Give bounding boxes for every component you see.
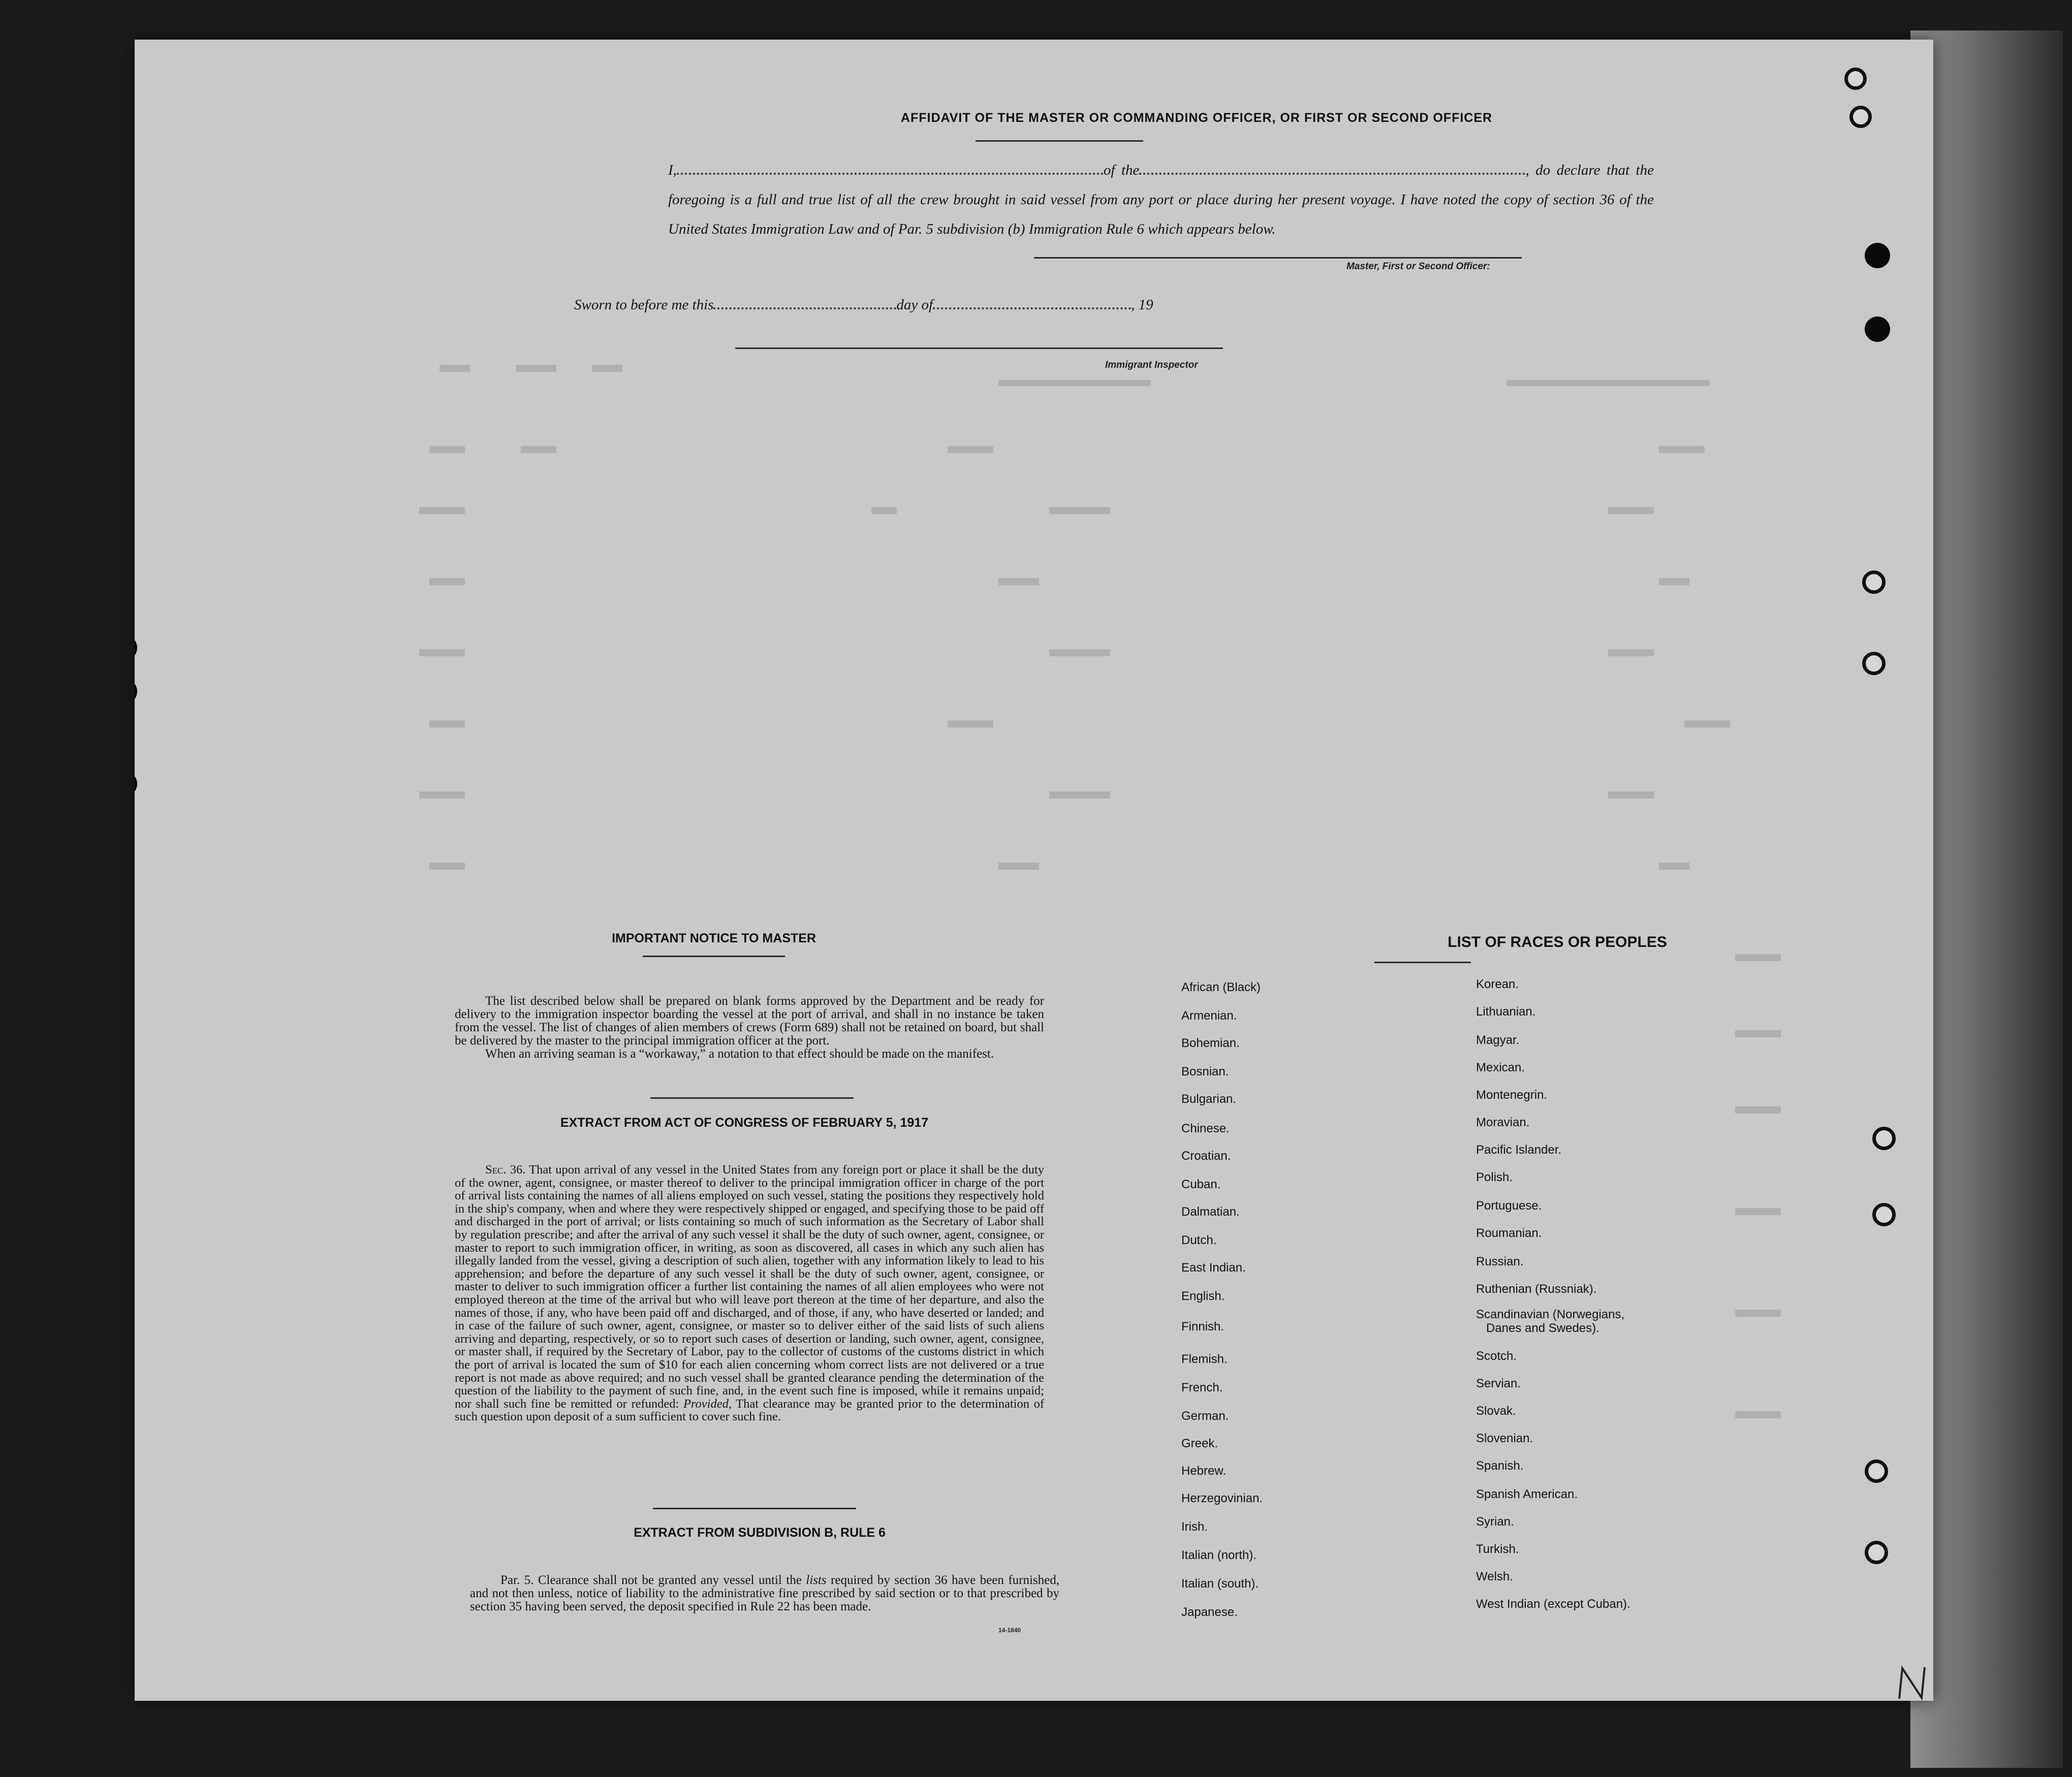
race-right-item: Scandinavian (Norwegians, Danes and Swedes). [1476,1308,1625,1335]
rule-text-end: required by section 36 have been furnished, and not then unless, notice of liability to the administrative fine prescribed by said section or to that prescribed by section 35 having been served, the deposit specified in Rule 22 has been made. [470,1573,1059,1613]
race-right-item: Montenegrin. [1476,1088,1548,1102]
race-right-item: Spanish American. [1476,1487,1578,1501]
declaration-of-the: of the [1103,162,1140,178]
race-left-item: German. [1181,1409,1229,1423]
race-right-item: Magyar. [1476,1033,1520,1047]
sworn-month-blank[interactable] [933,307,1131,309]
bleed-through-texture [135,40,1933,1701]
section-label: Sec. 36. [485,1163,526,1177]
document-page [135,40,1933,1701]
race-left-item: Finnish. [1181,1320,1225,1334]
race-right-item: Ruthenian (Russniak). [1476,1282,1597,1296]
sworn-year: , 19 [1131,297,1153,313]
race-right-item: Syrian. [1476,1515,1514,1529]
extract-act-title: EXTRACT FROM ACT OF CONGRESS OF FEBRUARY 5, 1917 [560,1116,929,1130]
race-right-item: Korean. [1476,977,1519,991]
race-left-item: African (Black) [1181,980,1261,994]
extract-rule-title: EXTRACT FROM SUBDIVISION B, RULE 6 [634,1526,886,1540]
extract-rule-body [470,1574,1059,1613]
punch-hole-right-7 [1865,1459,1888,1483]
sworn-prefix: Sworn to before me this [574,297,714,313]
races-title: LIST OF RACES OR PEOPLES [1448,934,1667,950]
master-signature-label: Master, First or Second Officer: [1346,261,1490,272]
race-right-item: West Indian (except Cuban). [1476,1597,1630,1611]
race-left-item: Bulgarian. [1181,1092,1237,1106]
race-left-item: Herzegovinian. [1181,1492,1263,1505]
declaration-i: I, [668,162,677,178]
race-right-item: Roumanian. [1476,1226,1542,1240]
name-blank[interactable] [677,173,1104,175]
race-left-item: Chinese. [1181,1122,1230,1135]
title-underline [976,140,1143,142]
master-signature-line[interactable] [1034,257,1522,259]
race-left-item: Greek. [1181,1437,1218,1450]
form-number: 14-1840 [998,1627,1021,1634]
race-right-item: Scotch. [1476,1349,1517,1363]
notice-title: IMPORTANT NOTICE TO MASTER [612,931,816,945]
affidavit-title: AFFIDAVIT OF THE MASTER OR COMMANDING OFFICER, OR FIRST OR SECOND OFFICER [900,111,1493,125]
race-left-item: East Indian. [1181,1261,1246,1275]
extract-act-body [455,1163,1044,1423]
race-right-item: Slovak. [1476,1404,1516,1418]
race-right-item: Welsh. [1476,1570,1513,1583]
punch-hole-right-2 [1865,316,1890,342]
sworn-day-blank[interactable] [713,307,896,309]
race-right-item: Slovenian. [1476,1432,1533,1445]
races-underline [1374,962,1471,963]
provided-word: Provided, [683,1397,732,1411]
sworn-line [574,297,1153,313]
race-right-item: Russian. [1476,1255,1524,1268]
race-left-item: Bohemian. [1181,1036,1240,1050]
punch-hole-right-5 [1872,1127,1896,1150]
race-left-item: Hebrew. [1181,1464,1227,1478]
sworn-day-of: day of [896,297,933,313]
rule-text-start: Par. 5. Clearance shall not be granted any vessel until the [500,1573,802,1587]
race-right-item: Turkish. [1476,1542,1519,1556]
race-left-item: Japanese. [1181,1605,1238,1619]
race-right-item: Moravian. [1476,1116,1530,1129]
race-left-item: Croatian. [1181,1149,1231,1163]
lists-word: lists [806,1573,827,1587]
race-left-item: Italian (north). [1181,1548,1257,1562]
notice-body [455,995,1044,1061]
race-right-item: Pacific Islander. [1476,1143,1562,1157]
race-left-item: Armenian. [1181,1009,1237,1023]
extract-act-text: That upon arrival of any vessel in the United States from any foreign port or place it shall be the duty of the owner, agent, consignee, or master thereof to deliver to the principal immigration officer in charge of the port of arrival lists containing the names of all aliens employed on such vessel, stating the positions they respectively hold in the ship's company, when and where they were respectively shipped or engaged, and specifying those to be paid off and discharged in the port of arrival; or lists containing so much of such information as the Secretary of Labor shall by regulation prescribe; and after the arrival of any such vessel it shall be the duty of such owner, agent, consignee, or master to report to such immigration officer, in writing, as soon as discovered, all cases in which any such alien has illegally landed from the vessel, giving a description of such alien, together with any information likely to lead to his apprehension; and before the departure of any such vessel it shall be the duty of such owner, agent, consignee, or master to deliver to such immigration officer a further list containing the names of all alien employees who were not employed thereon at the time of the arrival but who will leave port thereon at the time of her departure, and also the names of those, if any, who have been paid off and discharged, and of those, if any, who have deserted or landed; and in case of the failure of such owner, agent, consignee, or master so to deliver either of the said lists of such aliens arriving and departing, respectively, or so to report such cases of desertion or landing, such owner, agent, consignee, or master shall, if required by the Secretary of Labor, pay to the collector of customs of the customs district in which the port of arrival is located the sum of $10 for each alien concerning whom correct lists are not delivered or a true report is not made as above required; and no such vessel shall be granted clearance pending the determination of the question of the liability to the payment of such fine, and, in the event such fine is imposed, while it remains unpaid; nor shall such fine be remitted or refunded: [455,1163,1044,1411]
punch-hole-right-3 [1862,570,1886,594]
punch-hole-right-1 [1865,243,1890,268]
declaration-text: that the foregoing is a full and true list of all the crew brought in said vessel from any port or place during her present voyage. I have noted the copy of section 36 of the United States Immigration Law and of Par. 5 subdivision (b) Immigration Rule 6 which appears below. [668,162,1654,237]
adjacent-page-edge [1910,30,2063,1768]
punch-hole-top-1 [1844,68,1867,90]
race-left-item: Bosnian. [1181,1065,1229,1078]
notice-paragraph-1: The list described below shall be prepared on blank forms approved by the Department and be ready for delivery to the immigration inspector boarding the vessel at the port of arrival, and shall in no instance be taken from the vessel. The list of changes of alien members of crews (Form 689) shall not be retained on board, but shall be delivered by the master to the principal immigration officer at the port. [455,994,1044,1048]
notice-paragraph-2: When an arriving seaman is a “workaway,” a notation to that effect should be made on the manifest. [485,1047,994,1061]
race-right-item: Portuguese. [1476,1199,1542,1213]
race-left-item: Italian (south). [1181,1577,1259,1591]
section-divider-2 [653,1508,856,1509]
race-right-item: Servian. [1476,1377,1521,1390]
inspector-signature-line[interactable] [735,347,1223,349]
notice-underline [643,956,785,957]
handwritten-mark [1895,1665,1933,1701]
race-left-item: Dutch. [1181,1233,1217,1247]
section-divider-1 [650,1097,854,1099]
inspector-signature-label: Immigrant Inspector [1105,360,1198,370]
extract-act-text-end: That clearance may be granted prior to the determination of such question upon deposit of a sum sufficient to cover such fine. [455,1397,1044,1424]
race-left-item: Cuban. [1181,1178,1221,1191]
race-left-item: Dalmatian. [1181,1205,1240,1219]
race-left-item: English. [1181,1289,1225,1303]
race-left-item: Flemish. [1181,1352,1228,1366]
declaration-do-declare: , do declare [1525,162,1600,178]
race-right-item: Polish. [1476,1170,1513,1184]
race-right-item: Lithuanian. [1476,1005,1536,1019]
race-left-item: French. [1181,1381,1223,1394]
punch-hole-top-2 [1849,106,1872,128]
punch-hole-right-6 [1872,1203,1896,1226]
race-right-item: Mexican. [1476,1061,1525,1074]
race-left-item: Irish. [1181,1520,1208,1534]
race-right-item: Spanish. [1476,1459,1524,1473]
affidavit-declaration [668,155,1654,244]
punch-hole-right-8 [1865,1541,1888,1564]
vessel-blank[interactable] [1139,173,1525,175]
punch-hole-right-4 [1862,652,1886,675]
